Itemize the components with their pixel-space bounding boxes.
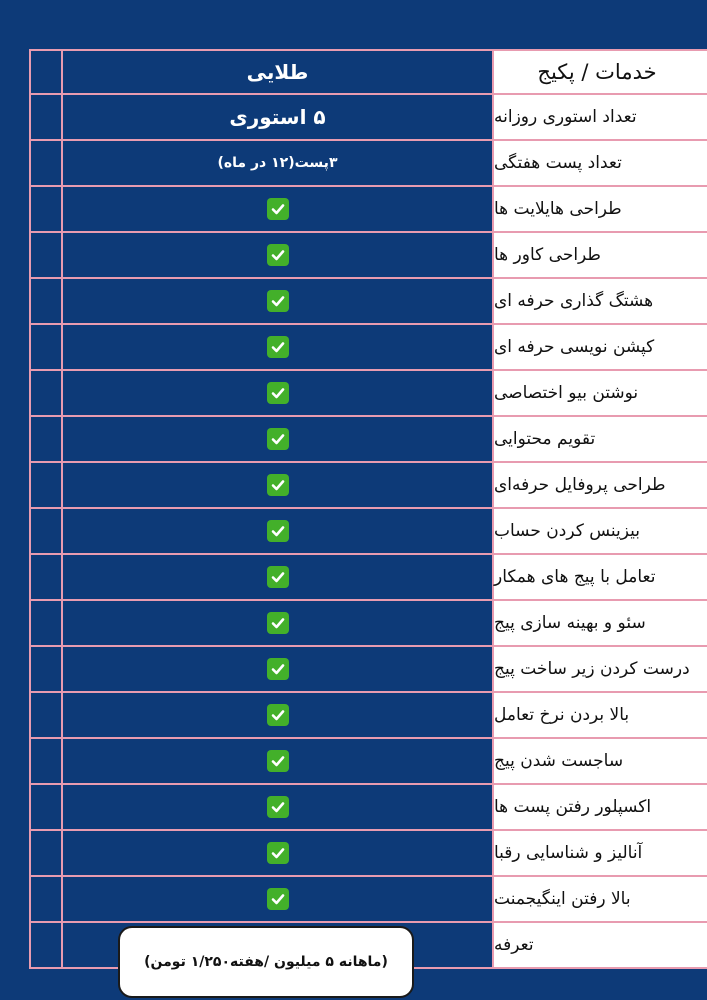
value-cell xyxy=(63,739,494,783)
check-icon xyxy=(267,428,289,450)
blank-cell xyxy=(29,647,63,691)
blank-cell xyxy=(29,417,63,461)
table-row xyxy=(29,509,707,555)
blank-cell xyxy=(29,279,63,323)
table-row xyxy=(29,371,707,417)
blank-cell xyxy=(29,233,63,277)
check-icon xyxy=(267,520,289,542)
value-cell xyxy=(63,647,494,691)
blank-cell xyxy=(29,95,63,139)
value-cell xyxy=(63,233,494,277)
check-icon xyxy=(267,842,289,864)
check-icon xyxy=(267,796,289,818)
value-cell xyxy=(63,831,494,875)
table-row xyxy=(29,831,707,877)
table-row xyxy=(29,187,707,233)
service-label: هشتگ گذاری حرفه ای xyxy=(494,279,707,323)
table-row xyxy=(29,95,707,141)
check-icon xyxy=(267,704,289,726)
blank-cell xyxy=(29,463,63,507)
check-icon xyxy=(267,474,289,496)
table-row xyxy=(29,463,707,509)
check-icon xyxy=(267,336,289,358)
price-box: (ماهانه ۵ میلیون /هفته۱/۲۵۰ تومن) xyxy=(118,926,414,998)
table-row xyxy=(29,601,707,647)
value-cell xyxy=(63,785,494,829)
service-label: بالا بردن نرخ تعامل xyxy=(494,693,707,737)
service-label: تقویم محتوایی xyxy=(494,417,707,461)
service-label: تعرفه xyxy=(494,923,707,967)
value-cell xyxy=(63,417,494,461)
table-row xyxy=(29,141,707,187)
value-cell xyxy=(63,325,494,369)
service-label: اکسپلور رفتن پست ها xyxy=(494,785,707,829)
service-label: بالا رفتن اینگیجمنت xyxy=(494,877,707,921)
value-text: ۵ استوری xyxy=(229,105,326,129)
service-label: بیزینس کردن حساب xyxy=(494,509,707,553)
services-header: خدمات / پکیج xyxy=(494,51,707,93)
table-row xyxy=(29,693,707,739)
check-icon xyxy=(267,290,289,312)
service-label: تعداد پست هفتگی xyxy=(494,141,707,185)
blank-cell xyxy=(29,371,63,415)
check-icon xyxy=(267,658,289,680)
check-icon xyxy=(267,382,289,404)
check-icon xyxy=(267,198,289,220)
blank-cell xyxy=(29,923,63,967)
value-cell xyxy=(63,601,494,645)
value-cell xyxy=(63,371,494,415)
value-cell xyxy=(63,555,494,599)
package-name: طلایی xyxy=(63,51,494,93)
service-label: طراحی پروفایل حرفه‌ای xyxy=(494,463,707,507)
check-icon xyxy=(267,888,289,910)
table-row xyxy=(29,325,707,371)
service-label: نوشتن بیو اختصاصی xyxy=(494,371,707,415)
table-row xyxy=(29,279,707,325)
service-label: سئو و بهینه سازی پیج xyxy=(494,601,707,645)
value-cell xyxy=(63,141,494,185)
check-icon xyxy=(267,566,289,588)
value-cell xyxy=(63,95,494,139)
blank-cell xyxy=(29,325,63,369)
service-label: آنالیز و شناسایی رقبا xyxy=(494,831,707,875)
value-cell xyxy=(63,877,494,921)
blank-cell xyxy=(29,601,63,645)
blank-cell xyxy=(29,785,63,829)
blank-cell xyxy=(29,693,63,737)
blank-cell xyxy=(29,739,63,783)
blank-cell xyxy=(29,877,63,921)
check-icon xyxy=(267,244,289,266)
service-label: کپشن نویسی حرفه ای xyxy=(494,325,707,369)
packages-table xyxy=(29,49,707,967)
value-cell xyxy=(63,509,494,553)
value-cell xyxy=(63,463,494,507)
blank-cell xyxy=(29,831,63,875)
service-label: درست کردن زیر ساخت پیج xyxy=(494,647,707,691)
table-row xyxy=(29,785,707,831)
table-row xyxy=(29,647,707,693)
table-row xyxy=(29,233,707,279)
blank-cell xyxy=(29,187,63,231)
value-cell xyxy=(63,279,494,323)
table-row xyxy=(29,739,707,785)
value-cell xyxy=(63,693,494,737)
service-label: ساجست شدن پیج xyxy=(494,739,707,783)
blank-cell xyxy=(29,555,63,599)
blank-cell xyxy=(29,51,63,93)
blank-cell xyxy=(29,509,63,553)
check-icon xyxy=(267,612,289,634)
table-row xyxy=(29,417,707,463)
service-label: تعداد استوری روزانه xyxy=(494,95,707,139)
service-label: طراحی هایلایت ها xyxy=(494,187,707,231)
blank-cell xyxy=(29,141,63,185)
check-icon xyxy=(267,750,289,772)
table-row xyxy=(29,877,707,923)
table-row xyxy=(29,555,707,601)
value-cell xyxy=(63,187,494,231)
service-label: طراحی کاور ها xyxy=(494,233,707,277)
table-header-row xyxy=(29,49,707,95)
value-text: ۳پست(۱۲ در ماه) xyxy=(217,155,338,171)
service-label: تعامل با پیج های همکار xyxy=(494,555,707,599)
